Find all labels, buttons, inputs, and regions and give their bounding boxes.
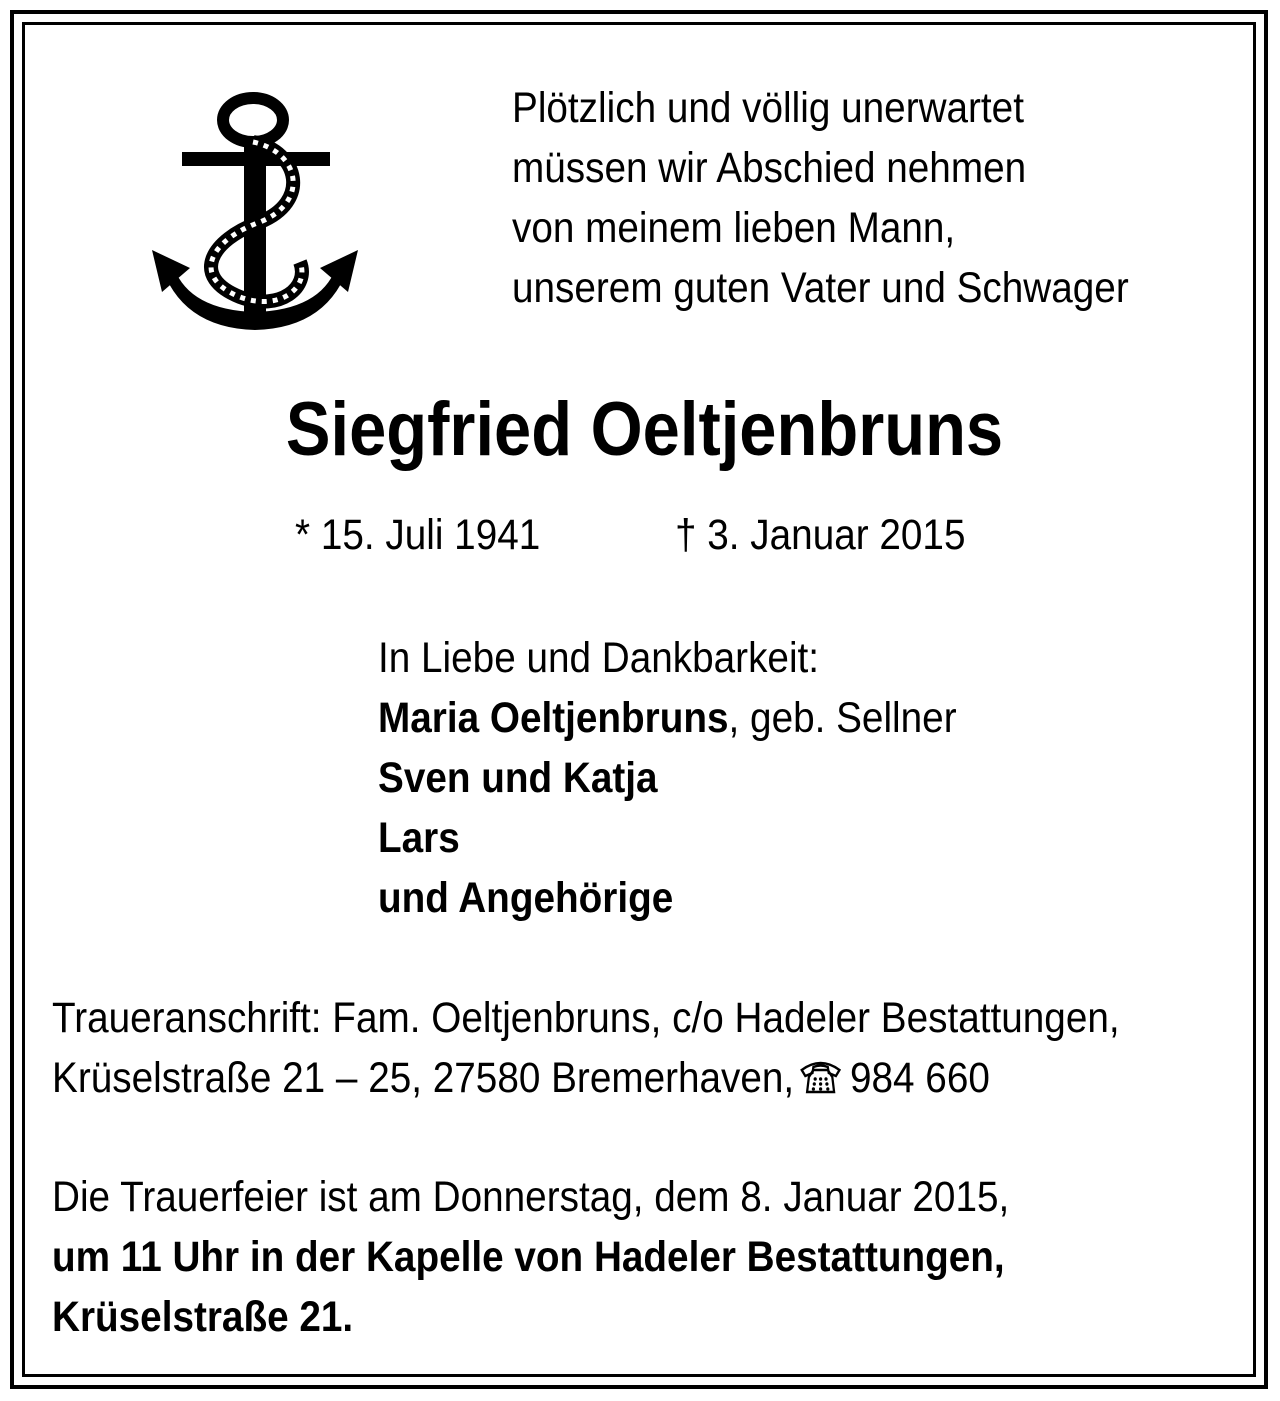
intro-line: unserem guten Vater und Schwager — [512, 264, 1129, 312]
intro-line: müssen wir Abschied nehmen — [512, 144, 1027, 192]
deceased-name-block — [0, 385, 1280, 475]
mourning-address — [52, 988, 1120, 1108]
family-line: und Angehörige — [378, 874, 674, 922]
service-line-1: Die Trauerfeier ist am Donnerstag, dem 8. Januar 2015, — [52, 1173, 1010, 1221]
intro-line: von meinem lieben Mann, — [512, 204, 956, 252]
service-line-2: um 11 Uhr in der Kapelle von Hadeler Bestattungen, — [52, 1233, 1005, 1281]
wife-name: Maria Oeltjenbruns — [378, 694, 729, 742]
intro-line: Plötzlich und völlig unerwartet — [512, 84, 1024, 132]
phone-number: 984 660 — [849, 1054, 990, 1102]
death-date: † 3. Januar 2015 — [675, 511, 966, 559]
family-line: Sven und Katja — [378, 754, 658, 802]
telephone-icon — [798, 1056, 843, 1096]
service-line-3: Krüselstraße 21. — [52, 1293, 354, 1341]
address-street: Krüselstraße 21 – 25, 27580 Bremerhaven, — [52, 1054, 795, 1102]
family-heading: In Liebe und Dankbarkeit: — [378, 634, 820, 682]
deceased-name: Siegfried Oeltjenbruns — [286, 387, 1004, 472]
birth-date: * 15. Juli 1941 — [295, 511, 541, 559]
family-line: Lars — [378, 814, 460, 862]
family-signature — [378, 628, 957, 928]
intro-text — [512, 78, 1129, 318]
funeral-service-info — [52, 1167, 1009, 1347]
wife-maiden-name: , geb. Sellner — [728, 694, 957, 742]
anchor-with-rope-icon — [150, 92, 360, 337]
address-line-1: Traueranschrift: Fam. Oeltjenbruns, c/o Hadeler Bestattungen, — [52, 994, 1120, 1042]
address-line-2 — [52, 1048, 1120, 1108]
family-wife-line — [378, 688, 957, 748]
